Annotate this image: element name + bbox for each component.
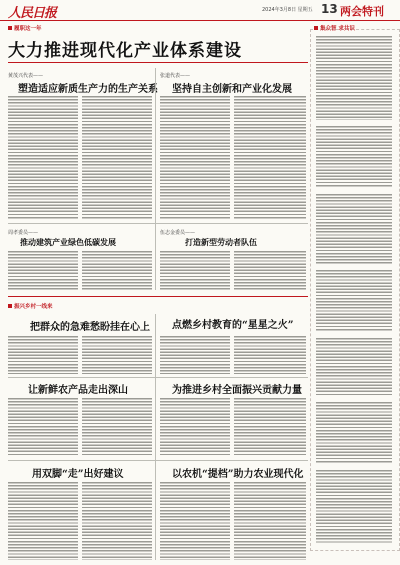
article-body [8,482,78,560]
section-tag-label: 履职这一年 [14,25,42,32]
sidebar-body [316,194,392,264]
masthead [0,0,400,21]
article-body [82,251,152,291]
column-rule [155,68,156,290]
article-title: 坚持自主创新和产业化发展 [172,84,292,95]
article-body [160,336,230,374]
article-body [82,398,152,456]
article-title: 推动建筑产业绿色低碳发展 [20,237,116,247]
sidebar-body [316,470,392,544]
page-number: 13 [321,2,338,16]
article-body [8,251,78,291]
article-body [8,96,78,219]
sidebar-body [316,36,392,120]
headline-rule [8,62,308,63]
article-title: 让新鲜农产品走出深山 [28,385,128,396]
sidebar-body [316,338,392,396]
section-tag-top [8,24,42,31]
article-body [234,251,306,291]
column-rule [155,314,156,560]
issue-date: 2024年3月8日 星期五 [262,7,313,13]
section-tag-bottom [8,302,53,309]
article-body [160,398,230,456]
square-icon [8,26,12,30]
article-title: 用双脚“走”出好建议 [32,469,124,480]
article-body [234,96,306,219]
article-body [160,96,230,219]
article-body [8,336,78,374]
article-kicker: 伍志金委员—— [160,230,196,236]
article-body [160,251,230,291]
sidebar-body [316,402,392,464]
article-kicker: 张道代表—— [160,73,191,79]
article-title: 打造新型劳动者队伍 [185,237,257,247]
article-title: 把群众的急难愁盼挂在心上 [30,322,150,333]
row-rule [8,377,308,378]
article-body [234,482,306,560]
article-body [160,482,230,560]
article-kicker: 黄茂兴代表—— [8,73,44,79]
article-body [82,96,152,219]
sidebar-body [316,126,392,188]
row-rule [8,223,308,224]
sidebar-tag-label: 集众智 求共识 [320,25,355,32]
article-body [8,398,78,456]
row-rule [8,460,308,461]
article-title: 点燃乡村教育的“星星之火” [172,320,294,331]
section-rule [8,296,308,297]
square-icon [314,26,318,30]
article-body [234,336,306,374]
article-body [82,336,152,374]
section-tag-label: 振兴乡村一线来 [14,303,53,310]
article-title: 以农机“提档”助力农业现代化 [172,469,304,480]
article-title: 塑造适应新质生产力的生产关系 [18,84,158,95]
sidebar-tag [314,24,355,31]
article-kicker: 周孝委员—— [8,230,39,236]
sidebar-body [316,270,392,332]
page-title: 两会特刊 [340,5,384,18]
article-title: 为推进乡村全面振兴贡献力量 [172,385,302,396]
article-body [82,482,152,560]
section-headline: 大力推进现代化产业体系建设 [8,41,242,61]
newspaper-logo: 人民日报 [8,6,57,21]
square-icon [8,304,12,308]
article-body [234,398,306,456]
